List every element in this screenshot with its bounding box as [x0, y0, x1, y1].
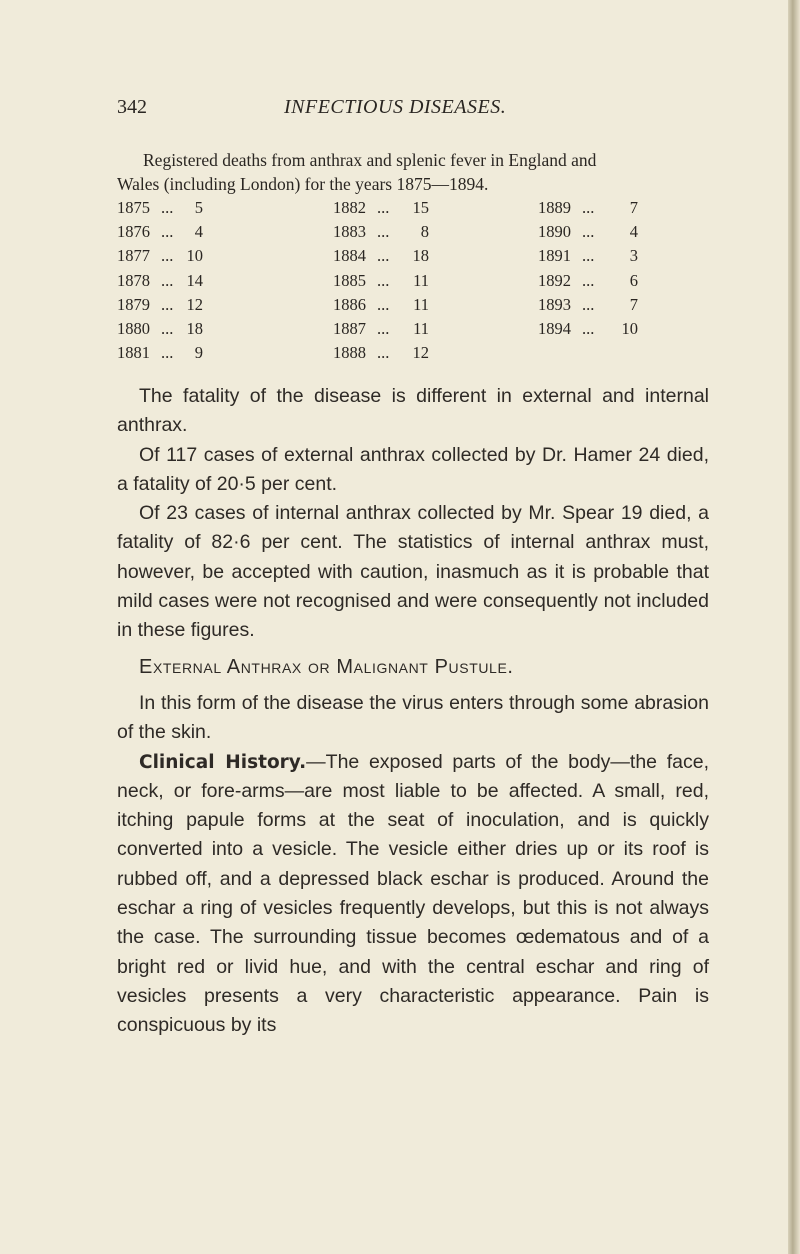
page-number: 342: [117, 96, 147, 118]
deaths-cell: 6: [629, 270, 638, 290]
leader-dots: ...: [161, 294, 174, 314]
deaths-cell: 5: [194, 198, 203, 217]
deaths-cell: 4: [629, 222, 638, 242]
deaths-cell: 11: [413, 319, 429, 338]
year-cell: 1883: [333, 222, 366, 242]
caption-line-1: Registered deaths from anthrax and splenic fever in England and: [143, 150, 597, 170]
deaths-cell: 7: [629, 294, 638, 314]
year-cell: 1877: [117, 246, 150, 266]
deaths-cell: 3: [629, 246, 638, 266]
leader-dots: ...: [161, 270, 174, 290]
paragraph-intro: In this form of the disease the virus enters through some abrasion of the skin.: [117, 691, 709, 744]
deaths-cell: 4: [194, 222, 203, 242]
leader-dots: ...: [582, 222, 595, 242]
leader-dots: ...: [377, 222, 390, 242]
running-head: [0, 96, 790, 126]
table-caption: [117, 148, 717, 196]
year-cell: 1886: [333, 294, 366, 314]
year-cell: 1884: [333, 246, 366, 266]
paragraph-fatality: The fatality of the disease is different in external and internal anthrax.: [117, 385, 709, 437]
page-edge: [788, 0, 800, 1254]
year-cell: 1881: [117, 343, 150, 363]
year-cell: 1878: [117, 270, 150, 290]
leader-dots: ...: [377, 319, 390, 338]
leader-dots: ...: [377, 246, 390, 266]
deaths-table: [0, 198, 790, 373]
leader-dots: ...: [582, 246, 595, 266]
year-cell: 1879: [117, 294, 150, 314]
leader-dots: ...: [377, 343, 390, 363]
deaths-cell: 18: [412, 246, 429, 266]
leader-dots: ...: [377, 198, 390, 217]
paragraph-internal-cases: Of 23 cases of internal anthrax collected by Mr. Spear 19 died, a fatality of 82·6 per cent. The statistics of internal anthrax must, however, be accepted with caution, inasmuch as it is probable that mild cases were not recognised and were consequently not included in these figures.: [117, 502, 709, 642]
paragraph-external-cases: Of 117 cases of external anthrax collected by Dr. Hamer 24 died, a fatality of 20·5 per cent.: [117, 443, 709, 495]
leader-dots: ...: [582, 319, 595, 338]
deaths-cell: 7: [629, 198, 638, 217]
body-text: [117, 382, 709, 1041]
year-cell: 1894: [538, 319, 571, 338]
leader-dots: ...: [161, 343, 174, 363]
deaths-cell: 10: [186, 246, 203, 266]
leader-dots: ...: [582, 198, 595, 217]
leader-dots: ...: [582, 294, 595, 314]
leader-dots: ...: [161, 246, 174, 266]
deaths-cell: 12: [186, 294, 203, 314]
year-cell: 1888: [333, 343, 366, 363]
deaths-cell: 8: [420, 222, 429, 242]
deaths-cell: 18: [186, 319, 203, 338]
clinical-history-label: Clinical History.: [139, 751, 307, 773]
year-cell: 1875: [117, 198, 150, 217]
year-cell: 1887: [333, 319, 366, 338]
section-heading: External Anthrax or Malignant Pustule.: [139, 655, 514, 678]
year-cell: 1882: [333, 198, 366, 217]
year-cell: 1892: [538, 270, 571, 290]
year-cell: 1890: [538, 222, 571, 242]
deaths-cell: 15: [412, 198, 429, 217]
deaths-cell: 12: [412, 343, 429, 363]
deaths-cell: 14: [186, 270, 203, 290]
year-cell: 1885: [333, 270, 366, 290]
clinical-history-text: —The exposed parts of the body—the face, neck, or fore-arms—are most liable to be affected. A small, red, itching papule forms at the seat of inoculation, and is quickly converted into a vesicle. The vesicle either dries up or its roof is rubbed off, and a depressed black eschar is produced. Around the eschar a ring of vesicles frequently develops, but this is not always the case. The surrounding tissue becomes œdematous and of a bright red or livid hue, and with the central eschar and ring of vesicles presents a very characteristic appearance. Pain is conspicuous by its: [117, 750, 709, 1037]
running-title: INFECTIOUS DISEASES.: [284, 96, 507, 118]
caption-line-2: Wales (including London) for the years 1875—1894.: [117, 174, 489, 194]
deaths-cell: 9: [194, 343, 203, 363]
year-cell: 1889: [538, 198, 571, 217]
year-cell: 1891: [538, 246, 571, 266]
deaths-cell: 11: [413, 270, 429, 290]
leader-dots: ...: [377, 294, 390, 314]
year-cell: 1893: [538, 294, 571, 314]
leader-dots: ...: [161, 222, 174, 242]
year-cell: 1876: [117, 222, 150, 242]
leader-dots: ...: [377, 270, 390, 290]
year-cell: 1880: [117, 319, 150, 338]
leader-dots: ...: [161, 198, 174, 217]
deaths-cell: 11: [413, 294, 429, 314]
paragraph-clinical-history: [117, 748, 709, 1041]
deaths-cell: 10: [621, 319, 638, 338]
leader-dots: ...: [582, 270, 595, 290]
leader-dots: ...: [161, 319, 174, 338]
